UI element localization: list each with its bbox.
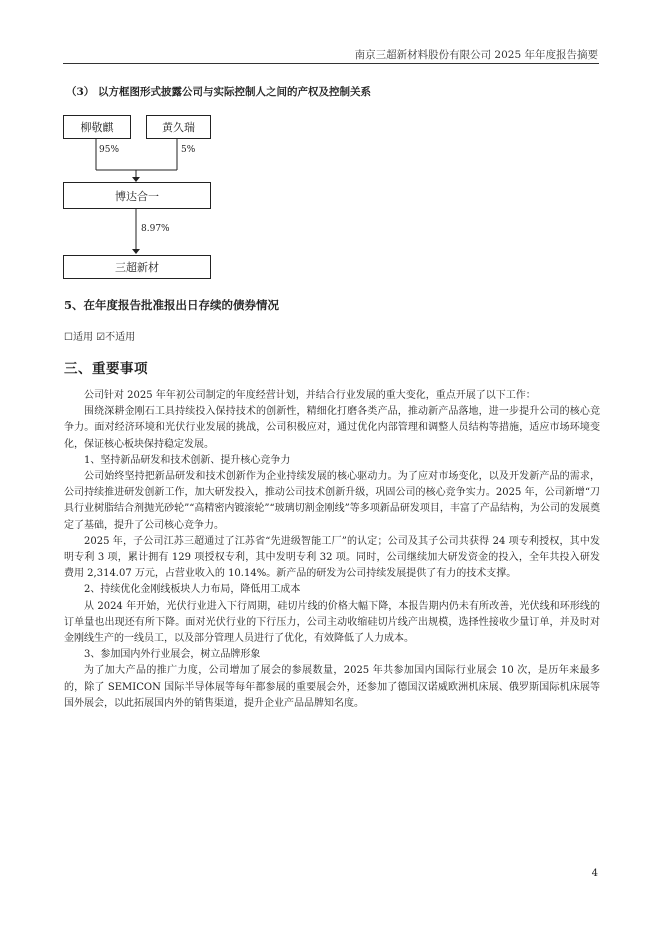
paragraph-rd: 公司始终坚持把新品研发和技术创新作为企业持续发展的核心驱动力。为了应对市场变化，以及开发新产品的需求，公司持续推进研发创新工作，加大研发投入，推动公司技术创新升级，巩固公司的核心竞争实力。2025 年，公司新增“刀具行业树脂结合剂抛光砂轮”“高精密内镀滚轮”“玻璃切割金刚线”等多项新品研发项目，丰富了产品结构，为公司的发展奠定了基础，提升了公司核心竞争力。 [64,471,600,531]
section-3-heading: （3） 以方框图形式披露公司与实际控制人之间的产权及控制关系 [66,86,371,98]
applicability-checkboxes: ☐适用 ☑不适用 [64,332,136,343]
page-number: 4 [591,868,598,879]
paragraph-exhibitions: 为了加大产品的推广力度，公司增加了展会的参展数量，2025 年共参加国内国际行业展会 10 次，是历年来最多的，除了 SEMICON 国际半导体展等每年都参展的重要展会外，还参加了德国汉诺威欧洲机床展、俄罗斯国际机床展等国外展会，以此拓展国内外的销售渠道，提升企业产品品牌知名度。 [64,665,600,709]
arrowhead-bottom [132,249,140,254]
percent-right: 5% [181,145,196,155]
subheading-2: 2、持续优化金刚线板块人力布局，降低用工成本 [84,584,301,596]
subheading-1: 1、坚持新品研发和技术创新、提升核心竞争力 [84,454,291,466]
section-three-heading: 三、重要事项 [64,361,148,377]
shareholder-name-right: 黄久瑞 [162,121,195,134]
section-5-heading: 5、在年度报告批准报出日存续的债券情况 [64,298,279,312]
shareholder-name-left: 柳敬麒 [80,121,114,134]
holding-company-box [63,182,211,209]
paragraph-overview: 围绕深耕金刚石工具持续投入保持技术的创新性，精细化打磨各类产品，推动新产品落地，进一步提升公司的核心竞争力。面对经济环境和光伏行业发展的挑战，公司积极应对，通过优化内部管理和调整人员结构等措施，适应市场环境变化，保证核心板块保持稳定发展。 [64,406,600,450]
holding-company-name: 博达合一 [115,189,159,203]
company-box [63,255,211,279]
shareholder-box-right [146,115,211,139]
percent-middle: 8.97% [141,224,170,234]
paragraph-intro: 公司针对 2025 年年初公司制定的年度经营计划，并结合行业发展的重大变化，重点开展了以下工作： [84,390,536,401]
body-text [64,388,600,712]
paragraph-workforce: 从 2024 年开始，光伏行业进入下行周期，硅切片线的价格大幅下降，本报告期内仍未有所改善，光伏线和环形线的订单量也出现还有所下降。面对光伏行业的下行压力，公司主动收缩硅切片线产出规模，选择性接收少量订单，并及时对金刚线生产的一线员工，以及部分管理人员进行了优化，有效降低了人力成本。 [64,600,600,645]
subheading-3: 3、参加国内外行业展会，树立品牌形象 [84,649,261,661]
shareholder-box-left [63,115,131,139]
company-name: 三超新材 [115,261,159,274]
paragraph-patents: 2025 年，子公司江苏三超通过了江苏省“先进级智能工厂”的认定；公司及其子公司共获得 24 项专利授权，其中发明专利 3 项，累计拥有 129 项授权专利，其中发明专利 32 项。同时，公司继续加大研发资金的投入，全年共投入研发费用 2,314.07 万元，占营业收入的 10.14%。新产品的研发为公司持续发展提供了有力的技术支撑。 [64,535,600,580]
running-header: 南京三超新材料股份有限公司 2025 年年度报告摘要 [354,49,598,61]
percent-left: 95% [99,145,120,155]
